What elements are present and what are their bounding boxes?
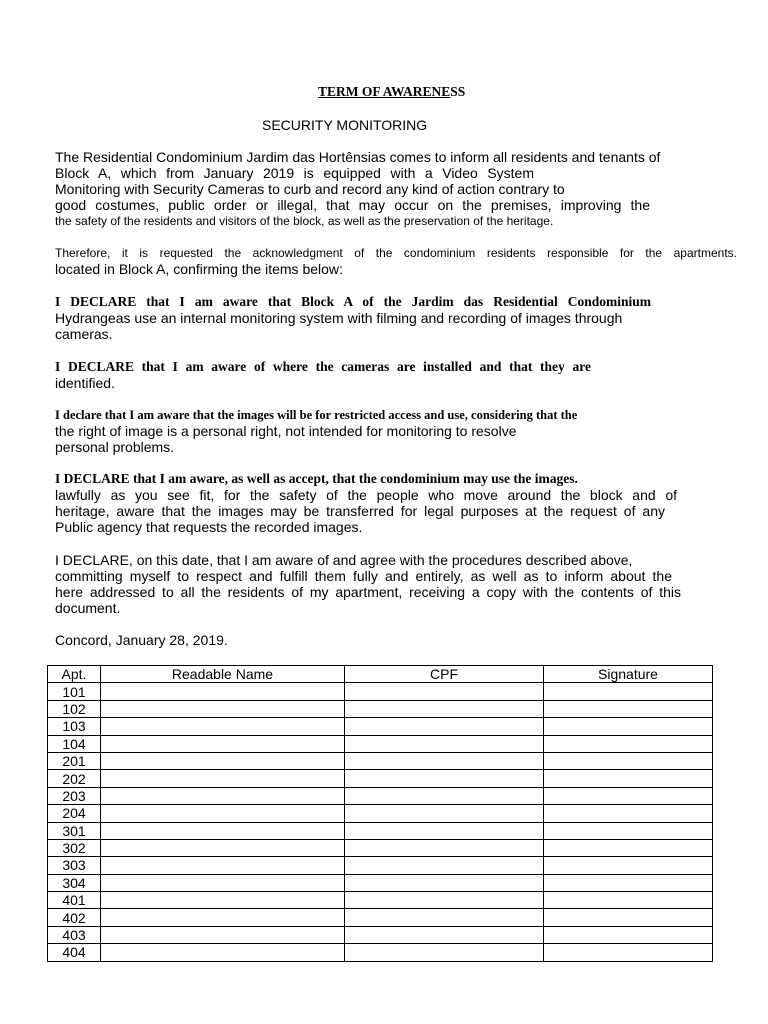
apt-number: 101	[48, 683, 101, 700]
table-row	[48, 805, 713, 822]
declaration-line: personal problems.	[55, 439, 175, 455]
name-cell[interactable]	[101, 770, 345, 787]
table-row	[48, 683, 713, 700]
intro-line: the safety of the residents and visitors of the block, as well as the preservation of the heritage.	[55, 214, 554, 228]
table-row	[48, 770, 713, 787]
declaration-line: I DECLARE that I am aware of where the cameras are installed and that they are	[55, 359, 591, 374]
request-paragraph	[55, 245, 737, 277]
name-cell[interactable]	[101, 909, 345, 926]
declaration-line: identified.	[55, 375, 115, 391]
signature-cell[interactable]	[544, 770, 713, 787]
apt-number: 201	[48, 752, 101, 769]
signature-cell[interactable]	[544, 839, 713, 856]
apt-number: 203	[48, 787, 101, 804]
declaration-line: the right of image is a personal right, not intended for monitoring to resolve	[55, 423, 517, 439]
intro-line: Monitoring with Security Cameras to curb and record any kind of action contrary to	[55, 181, 565, 197]
apt-number: 303	[48, 857, 101, 874]
cpf-cell[interactable]	[345, 874, 544, 891]
signature-cell[interactable]	[544, 857, 713, 874]
table-row	[48, 787, 713, 804]
title-underlined: TERM OF AWARENE	[318, 84, 451, 99]
declaration-line: I DECLARE that I am aware that Block A of the Jardim das Residential Condominium	[55, 294, 651, 309]
declaration-line: lawfully as you see fit, for the safety of the people who move around the block and of	[55, 487, 677, 503]
name-cell[interactable]	[101, 805, 345, 822]
signature-cell[interactable]	[544, 752, 713, 769]
declaration-4	[55, 471, 678, 535]
cpf-cell[interactable]	[345, 735, 544, 752]
name-cell[interactable]	[101, 752, 345, 769]
declaration-line: Hydrangeas use an internal monitoring system with filming and recording of images through	[55, 310, 623, 326]
header-apt: Apt.	[48, 666, 101, 683]
apt-number: 104	[48, 735, 101, 752]
apt-number: 402	[48, 909, 101, 926]
declaration-line: cameras.	[55, 326, 113, 342]
table-row	[48, 752, 713, 769]
request-line: Therefore, it is requested the acknowledgment of the condominium residents responsible for the apartments.	[55, 246, 737, 260]
cpf-cell[interactable]	[345, 718, 544, 735]
document-title	[318, 84, 465, 100]
cpf-cell[interactable]	[345, 944, 544, 961]
declaration-line: document.	[55, 600, 121, 616]
signature-cell[interactable]	[544, 874, 713, 891]
declaration-line: Public agency that requests the recorded images.	[55, 519, 363, 535]
table-row	[48, 857, 713, 874]
apt-number: 103	[48, 718, 101, 735]
cpf-cell[interactable]	[345, 892, 544, 909]
signature-cell[interactable]	[544, 787, 713, 804]
name-cell[interactable]	[101, 787, 345, 804]
declaration-line: heritage, aware that the images may be transferred for legal purposes at the request of any	[55, 503, 665, 519]
name-cell[interactable]	[101, 926, 345, 943]
name-cell[interactable]	[101, 683, 345, 700]
declaration-5	[55, 552, 695, 616]
declaration-line: I DECLARE, on this date, that I am aware of and agree with the procedures described above,	[55, 552, 633, 568]
apt-number: 401	[48, 892, 101, 909]
signature-cell[interactable]	[544, 822, 713, 839]
name-cell[interactable]	[101, 735, 345, 752]
cpf-cell[interactable]	[345, 822, 544, 839]
table-row	[48, 892, 713, 909]
header-cpf: CPF	[345, 666, 544, 683]
apt-number: 204	[48, 805, 101, 822]
declaration-line: here addressed to all the residents of my apartment, receiving a copy with the contents of this	[55, 584, 681, 600]
name-cell[interactable]	[101, 944, 345, 961]
apt-number: 302	[48, 839, 101, 856]
intro-line: good costumes, public order or illegal, that may occur on the premises, improving the	[55, 197, 650, 213]
cpf-cell[interactable]	[345, 909, 544, 926]
cpf-cell[interactable]	[345, 839, 544, 856]
signature-cell[interactable]	[544, 926, 713, 943]
header-readable-name: Readable Name	[101, 666, 345, 683]
request-line: located in Block A, confirming the items below:	[55, 261, 343, 277]
cpf-cell[interactable]	[345, 805, 544, 822]
declaration-line: I declare that I am aware that the images will be for restricted access and use, considering that the	[55, 408, 578, 422]
cpf-cell[interactable]	[345, 700, 544, 717]
intro-line: Block A, which from January 2019 is equipped with a Video System	[55, 165, 534, 181]
table-row	[48, 839, 713, 856]
apt-number: 304	[48, 874, 101, 891]
apt-number: 404	[48, 944, 101, 961]
signature-cell[interactable]	[544, 718, 713, 735]
table-row	[48, 735, 713, 752]
name-cell[interactable]	[101, 822, 345, 839]
table-header-row	[48, 666, 713, 683]
declaration-3	[55, 407, 695, 455]
table-row	[48, 718, 713, 735]
name-cell[interactable]	[101, 874, 345, 891]
declaration-line: committing myself to respect and fulfill them fully and entirely, as well as to inform about the	[55, 568, 672, 584]
name-cell[interactable]	[101, 892, 345, 909]
declaration-1	[55, 294, 695, 342]
signature-cell[interactable]	[544, 892, 713, 909]
signature-cell[interactable]	[544, 735, 713, 752]
signature-cell[interactable]	[544, 683, 713, 700]
table-row	[48, 909, 713, 926]
declaration-line: I DECLARE that I am aware, as well as accept, that the condominium may use the images.	[55, 471, 578, 486]
declaration-2	[55, 359, 695, 391]
apt-number: 102	[48, 700, 101, 717]
table-row	[48, 944, 713, 961]
name-cell[interactable]	[101, 839, 345, 856]
cpf-cell[interactable]	[345, 683, 544, 700]
signature-cell[interactable]	[544, 944, 713, 961]
header-signature: Signature	[544, 666, 713, 683]
signature-cell[interactable]	[544, 909, 713, 926]
name-cell[interactable]	[101, 700, 345, 717]
document-subtitle: SECURITY MONITORING	[262, 117, 428, 133]
apt-number: 202	[48, 770, 101, 787]
signature-table	[47, 665, 713, 962]
cpf-cell[interactable]	[345, 787, 544, 804]
apt-number: 403	[48, 926, 101, 943]
intro-line: The Residential Condominium Jardim das Hortênsias comes to inform all residents and tenants of	[55, 149, 661, 165]
place-date: Concord, January 28, 2019.	[55, 632, 228, 648]
cpf-cell[interactable]	[345, 752, 544, 769]
table-row	[48, 926, 713, 943]
cpf-cell[interactable]	[345, 926, 544, 943]
cpf-cell[interactable]	[345, 857, 544, 874]
name-cell[interactable]	[101, 718, 345, 735]
cpf-cell[interactable]	[345, 770, 544, 787]
name-cell[interactable]	[101, 857, 345, 874]
table-row	[48, 874, 713, 891]
signature-cell[interactable]	[544, 700, 713, 717]
signature-cell[interactable]	[544, 805, 713, 822]
title-tail: SS	[450, 84, 466, 99]
apt-number: 301	[48, 822, 101, 839]
intro-paragraph	[55, 149, 695, 229]
table-row	[48, 700, 713, 717]
table-row	[48, 822, 713, 839]
